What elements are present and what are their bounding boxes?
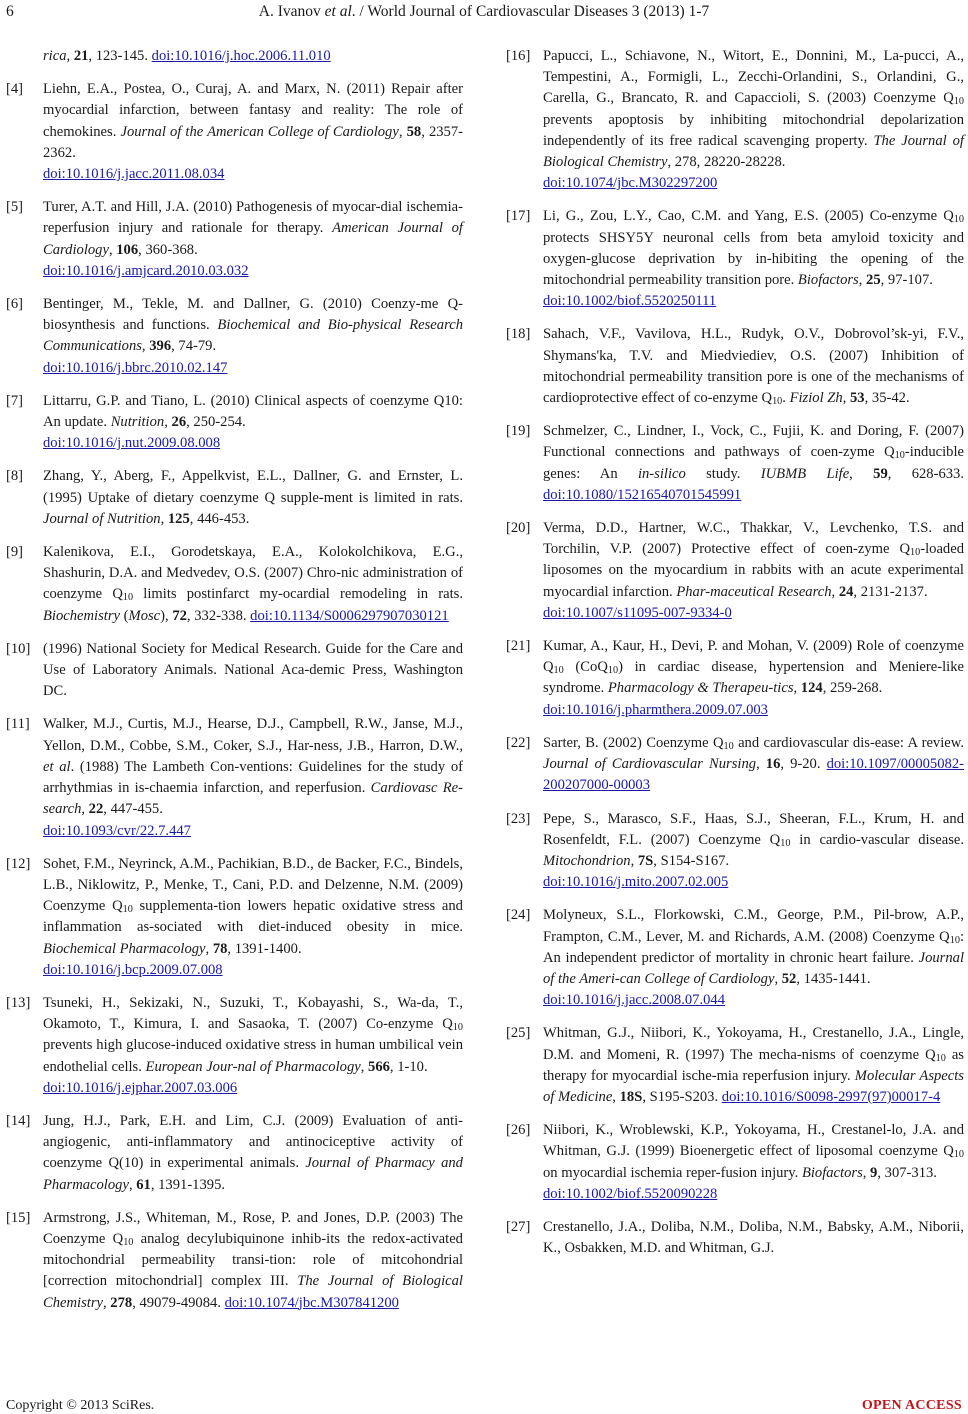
reference-26: [26] Niibori, K., Wroblewski, K.P., Yokoyama, H., Crestanel-lo, J.A. and Whitman, G.J. (1999) Bioenergetic effect of liposomal coenzyme $Q_{10}$ on myocardial ischemia reper-fusion injury. Biofactors, 9, 307-313. doi:10.1002/biof.5520090228 — [506, 1122, 964, 1202]
doi-link[interactable]: doi:10.1016/j.hoc.2006.11.010 — [151, 48, 331, 64]
reference-number: [7] — [6, 392, 24, 409]
doi-link[interactable]: doi:10.1134/S0006297907030121 — [250, 607, 449, 624]
reference-19: [19] Schmelzer, C., Lindner, I., Vock, C., Fujii, K. and Doring, F. (2007) Functional connections and pathways of coen-zyme $Q_{10}$-inducible genes: An in-silico study. IUBMB Life, 59, 628-633. doi:10.1080/15216540701545991 — [506, 423, 964, 503]
open-access-label: OPEN ACCESS — [861, 1398, 962, 1413]
doi-link[interactable]: doi:10.1002/biof.5520090228 — [543, 1185, 718, 1202]
reference-number: [8] — [6, 468, 24, 485]
reference-number: [12] — [6, 855, 31, 872]
reference-number: [13] — [6, 994, 31, 1011]
running-title: A. Ivanov et al. / World Journal of Cardiovascular Diseases 3 (2013) 1-7 — [258, 3, 710, 20]
doi-link[interactable]: doi:10.1016/j.jacc.2008.07.044 — [543, 992, 725, 1009]
reference-25: [25] Whitman, G.J., Niibori, K., Yokoyama, H., Crestanello, J.A., Lingle, D.M. and Momeni, R. (1997) The mecha-nisms of coenzyme $Q_{10}$ as therapy for myocardial ische-mia reperfusion injury. Molecular Aspects of Medicine, 18S, S195-S203. doi:10.1016/S0098-2997(97)00017-4 — [506, 1025, 964, 1105]
reference-number: [18] — [506, 326, 531, 343]
reference-7: [7] Littarru, G.P. and Tiano, L. (2010) Clinical aspects of coenzyme Q10: An update. Nutrition, 26, 250-254. doi:10.1016/j.nut.2009.08.008 — [6, 392, 463, 452]
reference-13: [13] Tsuneki, H., Sekizaki, N., Suzuki, T., Kobayashi, S., Wa-da, T., Okamoto, T., Kimura, I. and Sasaoka, T. (2007) Co-enzyme $Q_{10}$ prevents high glucose-induced oxidative stress in human umbilical vein endothelial cells. European Jour-nal of Pharmacology, 566, 1-10. doi:10.1016/j.ejphar.2007.03.006 — [6, 994, 463, 1096]
doi-link[interactable]: doi:10.1074/jbc.M302297200 — [543, 175, 718, 192]
reference-number: [15] — [6, 1209, 31, 1226]
reference-number: [26] — [506, 1122, 531, 1139]
doi-link[interactable]: doi:10.1016/j.nut.2009.08.008 — [43, 435, 221, 452]
reference-number: [23] — [506, 810, 531, 827]
doi-link[interactable]: doi:10.1074/jbc.M307841200 — [224, 1294, 399, 1311]
reference-continuation: rica, 21, 123-145. doi:10.1016/j.hoc.2006.11.010 — [43, 48, 331, 64]
reference-number: [11] — [6, 716, 30, 733]
right-column — [506, 46, 964, 1271]
reference-number: [20] — [506, 520, 531, 537]
reference-number: [10] — [6, 640, 31, 657]
reference-16: [16] Papucci, L., Schiavone, N., Witort, E., Donnini, M., La-pucci, A., Tempestini, A., Formigli, L., Zecchi-Orlandini, S., Orlandini, G., Carella, G., Brancato, R. and Capaccioli, S. (2003) Coenzyme $Q_{10}$ prevents apoptosis by inhibiting mitochondrial depolarization independently of its free radical scavenging property. The Journal of Biological Chemistry, 278, 28220-28228. doi:10.1074/jbc.M302297200 — [506, 48, 964, 192]
reference-20: [20] Verma, D.D., Hartner, W.C., Thakkar, V., Levchenko, T.S. and Torchilin, V.P. (2007) Protective effect of coen-zyme $Q_{10}$-loaded liposomes on the myocardium in rabbits with an acute experimental myocardial infarction. Phar-maceutical Research, 24, 2131-2137. doi:10.1007/s11095-007-9334-0 — [506, 520, 964, 621]
reference-number: [24] — [506, 907, 531, 924]
page-footer — [0, 1398, 968, 1414]
reference-number: [21] — [506, 638, 531, 655]
page-number: 6 — [6, 3, 14, 20]
reference-number: [17] — [506, 208, 531, 225]
reference-27: [27] Crestanello, J.A., Doliba, N.M., Doliba, N.M., Babsky, A.M., Niborii, K., Osbakken, M.D. and Whitman, G.J. — [506, 1218, 964, 1257]
doi-link[interactable]: doi:10.1016/j.pharmthera.2009.07.003 — [543, 701, 768, 718]
reference-number: [9] — [6, 544, 24, 561]
doi-link[interactable]: doi:10.1016/j.ejphar.2007.03.006 — [43, 1079, 238, 1096]
reference-number: [19] — [506, 423, 531, 440]
reference-24: [24] Molyneux, S.L., Florkowski, C.M., George, P.M., Pil-brow, A.P., Frampton, C.M., Lever, M. and Richards, A.M. (2008) Coenzyme $Q_{10}$: An independent predictor of mortality in chronic heart failure. Journal of the Ameri-can College of Cardiology, 52, 1435-1441. doi:10.1016/j.jacc.2008.07.044 — [506, 907, 964, 1009]
reference-17: [17] Li, G., Zou, L.Y., Cao, C.M. and Yang, E.S. (2005) Co-enzyme $Q_{10}$ protects SHSY5Y neuronal cells from beta amyloid toxicity and oxygen-glucose deprivation by in-hibiting the opening of the mitochondrial permeability transition pore. Biofactors, 25, 97-107. doi:10.1002/biof.5520250111 — [506, 208, 964, 310]
doi-link[interactable]: doi:10.1093/cvr/22.7.447 — [43, 822, 191, 839]
reference-number: [6] — [6, 296, 24, 313]
doi-link[interactable]: doi:10.1016/j.amjcard.2010.03.032 — [43, 262, 249, 279]
left-column — [6, 46, 463, 1326]
reference-18: [18] Sahach, V.F., Vavilova, H.L., Rudyk, O.V., Dobrovol’sk-yi, F.V., Shymans'ka, T.V. and Miedviediev, O.S. (2007) Inhibition of mitochondrial permeability transition pore is one of the mechanisms of cardioprotective effect of co-enzyme $Q_{10}$. Fiziol Zh, 53, 35-42. — [506, 326, 964, 408]
reference-23: [23] Pepe, S., Marasco, S.F., Haas, S.J., Sheeran, F.L., Krum, H. and Rosenfeldt, F.L. (2007) Coenzyme $Q_{10}$ in cardio-vascular disease. Mitochondrion, 7S, S154-S167. doi:10.1016/j.mito.2007.02.005 — [506, 810, 965, 891]
doi-link[interactable]: doi:10.1016/S0098-2997(97)00017-4 — [721, 1088, 941, 1105]
reference-8: [8] Zhang, Y., Aberg, F., Appelkvist, E.L., Dallner, G. and Ernster, L. (1995) Uptake of dietary coenzyme Q supple-ment is limited in rats. Journal of Nutrition, 125, 446-453. — [6, 468, 463, 527]
doi-link[interactable]: doi:10.1016/j.bbrc.2010.02.147 — [43, 359, 228, 376]
reference-15: [15] Armstrong, J.S., Whiteman, M., Rose, P. and Jones, D.P. (2003) The Coenzyme $Q_{10}$ analog decylubiquinone inhib-its the redox-activated mitochondrial permeability transi-tion: role of mitcohondrial [correction mitochondrial] complex III. The Journal of Biological Chemistry, 278, 49079-49084. doi:10.1074/jbc.M307841200 — [6, 1209, 463, 1311]
reference-number: [25] — [506, 1025, 531, 1042]
reference-number: [14] — [6, 1112, 31, 1129]
reference-6: [6] Bentinger, M., Tekle, M. and Dallner, G. (2010) Coenzy-me Q-biosynthesis and functions. Biochemical and Bio-physical Research Communications, 396, 74-79. doi:10.1016/j.bbrc.2010.02.147 — [6, 296, 463, 376]
reference-10: [10] (1996) National Society for Medical Research. Guide for the Care and Use of Laboratory Animals. National Aca-demic Press, Washington DC. — [6, 640, 463, 700]
doi-link[interactable]: doi:10.1016/j.bcp.2009.07.008 — [43, 961, 223, 978]
reference-21: [21] Kumar, A., Kaur, H., Devi, P. and Mohan, V. (2009) Role of coenzyme $Q_{10}$ (CoQ$_{10}$) in cardiac disease, hypertension and Meniere-like syndrome. Pharmacology & Therapeu-tics, 124, 259-268. doi:10.1016/j.pharmthera.2009.07.003 — [506, 638, 964, 718]
page-header — [0, 0, 968, 30]
reference-14: [14] Jung, H.J., Park, E.H. and Lim, C.J. (2009) Evaluation of anti-angiogenic, anti-inflammatory and antinociceptive activity of coenzyme Q(10) in experimental animals. Journal of Pharmacy and Pharmacology, 61, 1391-1395. — [6, 1112, 463, 1193]
reference-number: [22] — [506, 734, 531, 751]
reference-number: [4] — [6, 81, 24, 98]
doi-link[interactable]: doi:10.1097/00005082-200207000-00003 — [543, 756, 964, 794]
reference-22: [22] Sarter, B. (2002) Coenzyme $Q_{10}$ and cardiovascular dis-ease: A review. Journal of Cardiovascular Nursing, 16, 9-20. doi:10.1097/00005082-200207000-00003 — [506, 734, 964, 794]
reference-12: [12] Sohet, F.M., Neyrinck, A.M., Pachikian, B.D., de Backer, F.C., Bindels, L.B., Niklowitz, P., Menke, T., Cani, P.D. and Delzenne, N.M. (2009) Coenzyme $Q_{10}$ supplementa-tion lowers hepatic oxidative stress and inflammation as-sociated with diet-induced obesity in mice. Biochemical Pharmacology, 78, 1391-1400. doi:10.1016/j.bcp.2009.07.008 — [6, 855, 463, 978]
reference-5: [5] Turer, A.T. and Hill, J.A. (2010) Pathogenesis of myocar-dial ischemia-reperfusion injury and rationale for therapy. American Journal of Cardiology, 106, 360-368. doi:10.1016/j.amjcard.2010.03.032 — [6, 199, 463, 279]
reference-number: [16] — [506, 48, 531, 64]
reference-9: [9] Kalenikova, E.I., Gorodetskaya, E.A., Kolokolchikova, E.G., Shashurin, D.A. and Medvedev, O.S. (2007) Chro-nic administration of coenzyme $Q_{10}$ limits postinfarct my-ocardial remodeling in rats. Biochemistry (Mosc), 72, 332-338. doi:10.1134/S0006297907030121 — [6, 544, 463, 624]
reference-4: [4] Liehn, E.A., Postea, O., Curaj, A. and Marx, N. (2011) Repair after myocardial infarction, between fantasy and reality: The role of chemokines. Journal of the American College of Cardiology, 58, 2357-2362. doi:10.1016/j.jacc.2011.08.034 — [6, 81, 463, 183]
doi-link[interactable]: doi:10.1016/j.mito.2007.02.005 — [543, 874, 729, 891]
reference-number: [27] — [506, 1218, 531, 1235]
reference-number: [5] — [6, 199, 24, 216]
doi-link[interactable]: doi:10.1007/s11095-007-9334-0 — [543, 604, 732, 621]
doi-link[interactable]: doi:10.1080/15216540701545991 — [543, 486, 742, 503]
doi-link[interactable]: doi:10.1002/biof.5520250111 — [543, 293, 717, 310]
reference-11: [11] Walker, M.J., Curtis, M.J., Hearse, D.J., Campbell, R.W., Janse, M.J., Yellon, D.M., Cobbe, S.M., Coker, S.J., Har-ness, J.B., Harron, D.W., et al. (1988) The Lambeth Con-ventions: Guidelines for the study of arrhythmias in is-chaemia infarction, and reperfusion. Cardiovasc Re-search, 22, 447-455. doi:10.1093/cvr/22.7.447 — [6, 716, 463, 839]
doi-link[interactable]: doi:10.1016/j.jacc.2011.08.034 — [43, 166, 225, 183]
copyright-notice: Copyright © 2013 SciRes. — [6, 1398, 155, 1413]
